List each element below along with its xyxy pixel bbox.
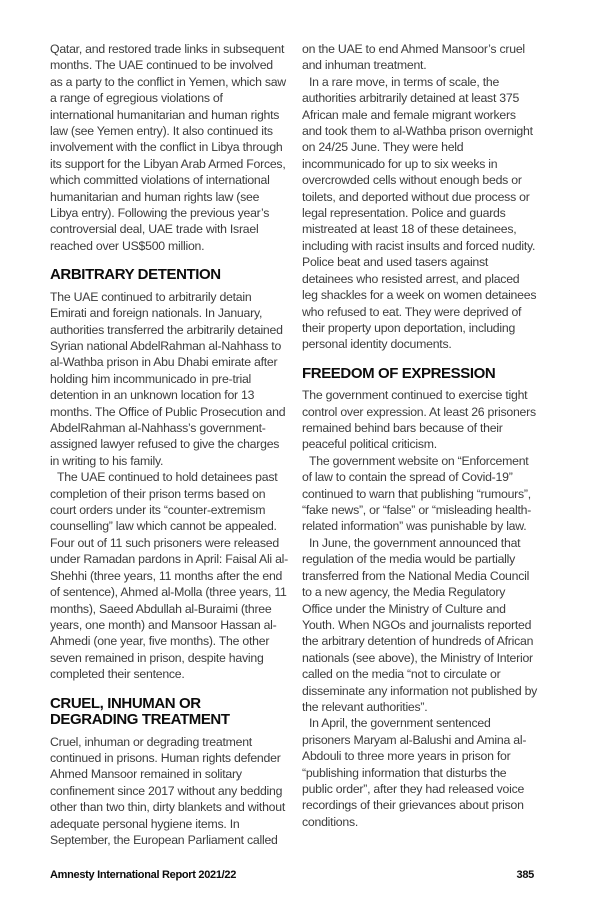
- paragraph-freedom-expression-2: The government website on “Enforcement of law to contain the spread of Covid-19” continued to warn that publishing “rumours”, “fake news”, or “false” or “misleading health-related information” was punishable by law.: [302, 453, 532, 534]
- paragraph-arbitrary-detention-1: The UAE continued to arbitrarily detain Emirati and foreign nationals. In January, authorities transferred the arbitrarily detained Syrian national AbdelRahman al-Nahhass to al-Wathba prison in Abu Dhabi emirate after holding him incommunicado in pre-trial detention in an unknown location for 13 months. The Office of Public Prosecution and AbdelRahman al-Nahhass’s government-assigned lawyer refused to give the charges in writing to his family.: [50, 289, 286, 468]
- section-heading-cruel-inhuman-degrading-treatment: CRUEL, INHUMAN OR DEGRADING TREATMENT: [50, 694, 230, 729]
- paragraph-arbitrary-detention-2: The UAE continued to hold detainees past completion of their prison terms based on court orders under its “counter-extremism counselling” law which cannot be appealed. Four out of 11 such prisoners were released under Ramadan pardons in April: Faisal Ali al-Shehhi (three years, 11 months after the end of sentence), Ahmed al-Molla (three years, 11 months), Saeed Abdullah al-Buraimi (three years, one month) and Mansoor Hassan al-Ahmedi (one year, five months). The other seven remained in prison, despite having completed their sentence.: [50, 470, 288, 682]
- paragraph-freedom-expression-4: In April, the government sentenced prisoners Maryam al-Balushi and Amina al-Abdouli to three more years in prison for “publishing information that disturbs the public order”, after they had released voice recordings of their grievances about prison conditions.: [302, 716, 527, 829]
- paragraph-cruel-treatment-1: Cruel, inhuman or degrading treatment continued in prisons. Human rights defender Ahmed Mansoor remained in solitary confinement since 2017 without any bedding other than two thin, dirty blankets and without adequate personal hygiene items. In September, the European Parliament called: [50, 734, 286, 847]
- paragraph-freedom-expression-3: In June, the government announced that regulation of the media would be partially transferred from the National Media Council to a new agency, the Media Regulatory Office under the Ministry of Culture and Youth. When NGOs and journalists reported the arbitrary detention of hundreds of African nationals (see above), the Ministry of Interior called on the media “not to circulate or disseminate any information not published by the relevant authorities”.: [302, 535, 538, 714]
- right-column: [302, 41, 538, 830]
- section-heading-arbitrary-detention: ARBITRARY DETENTION: [50, 266, 221, 284]
- page-footer: [50, 869, 534, 881]
- paragraph-cruel-treatment-continuation: on the UAE to end Ahmed Mansoor’s cruel and inhuman treatment.: [302, 42, 525, 73]
- footer-report-title: Amnesty International Report 2021/22: [50, 869, 237, 881]
- section-heading-freedom-of-expression: FREEDOM OF EXPRESSION: [302, 364, 496, 382]
- left-column: [50, 41, 288, 848]
- page-number: 385: [516, 869, 534, 881]
- paragraph-freedom-expression-1: The government continued to exercise tight control over expression. At least 26 prisoners remained behind bars because of their peaceful political criticism.: [302, 388, 536, 452]
- paragraph-intro-continuation: Qatar, and restored trade links in subsequent months. The UAE continued to be involved as a party to the conflict in Yemen, which saw a range of egregious violations of international humanitarian and human rights law (see Yemen entry). It also continued its involvement with the conflict in Libya through its support for the Libyan Arab Armed Forces, which committed violations of international humanitarian and human rights law (see Libya entry). Following the previous year’s controversial deal, UAE trade with Israel reached over US$500 million.: [50, 42, 286, 253]
- paragraph-cruel-treatment-2: In a rare move, in terms of scale, the authorities arbitrarily detained at least 375 African male and female migrant workers and took them to al-Wathba prison overnight on 24/25 June. They were held incommunicado for up to six weeks in overcrowded cells without enough beds or toilets, and deported without due process or legal representation. Police and guards mistreated at least 18 of these detainees, including with racist insults and forced nudity. Police beat and used tasers against detainees who resisted arrest, and placed leg shackles for a week on women detainees who refused to eat. They were deprived of their property upon deportation, including personal identity documents.: [302, 74, 537, 352]
